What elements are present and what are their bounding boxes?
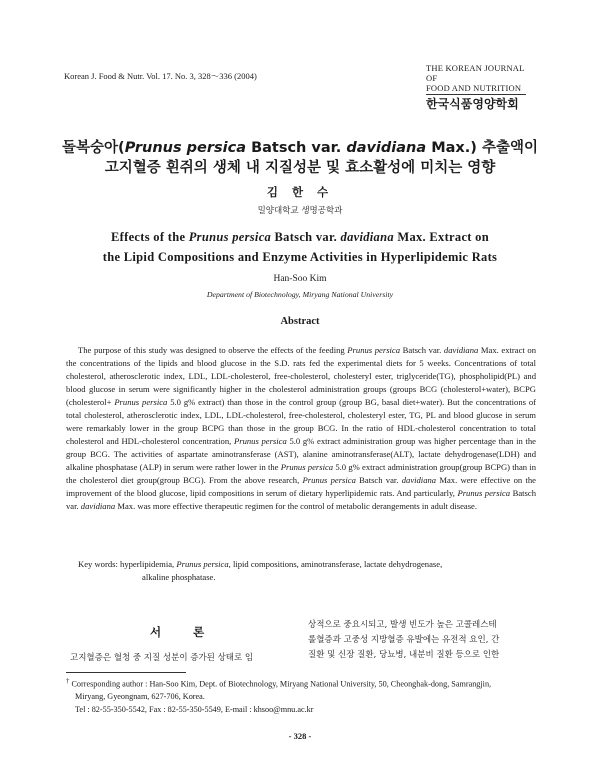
title-kr-var: davidiana [346,140,427,156]
keywords-line2: alkaline phosphatase. [142,572,216,582]
title-kr-pre: 돌복숭아( [62,140,125,156]
abstract-text: The purpose of this study was designed to observe the effects of the feeding [78,345,348,355]
footnote-line1 [66,676,541,691]
title-en-var: davidiana [340,230,394,244]
intro-left-column [70,652,295,665]
title-en-mid: Batsch var. [271,230,341,244]
title-kr-mid: Batsch var. [246,140,347,156]
footnote-line2: Miryang, Gyeongnam, 627-706, Korea. [75,692,205,702]
abstract-text: Max. extract on the concentrations of the lipids and blood glucose in the S.D. rats fed the experimental diets for 5 weeks. Concentrations of total cholesterol, atherosclerotic index, LDL, LDL-cholesterol, free-cholesterol, cholesteryl ester, triglyceride(TG), phospholipid(PL) and blood glucose in serum were significantly higher in the cholesterol administration groups (groups BCG (cholesterol+water), BCPG (cholesterol+ [66,345,536,407]
title-kr-line1 [0,136,600,157]
footnote-text: Corresponding author : Han-Soo Kim, Dept. of Biotechnology, Miryang National University, 50, Cheonghak-dong, Samrangjin, [69,679,492,689]
keyword-text: hyperlipidemia, [117,559,177,569]
masthead-divider [426,94,526,95]
abstract-text: 5.0 g% extract administration group(group BCPG) than in the cholesterol diet group(group BCG). From the above research, [66,462,536,485]
keywords [66,558,536,584]
abstract-species: Prunus persica [280,462,334,472]
keywords-label: Key words: [78,559,118,569]
intro-right-line: 질환 및 신장 질환, 당뇨병, 내분비 질환 등으로 인한 [308,650,500,660]
intro-heading: 서 론 [150,625,219,639]
footnote [66,676,541,716]
abstract-text: Max. was more effective therapeutic regimen for the control of metabolic derangements in adult disease. [115,501,478,511]
abstract-var: davidiana [443,345,479,355]
affiliation-kr: 밀양대학교 생명공학과 [257,206,343,216]
author-en: Han-Soo Kim [273,274,327,284]
journal-name-en-line1: THE KOREAN JOURNAL OF [426,63,525,83]
abstract-text: Batsch var. [355,475,402,485]
footnote-divider [66,672,186,673]
abstract-body [66,344,536,513]
author-kr: 김 한 수 [266,185,334,199]
footnote-line3: Tel : 82-55-350-5542, Fax : 82-55-350-5549, E-mail : khsoo@mnu.ac.kr [75,704,314,714]
abstract-var: davidiana [80,501,116,511]
keyword-species: Prunus persica [176,559,229,569]
abstract-species: Prunus persica [233,436,287,446]
intro-left-line: 고지혈증은 혈청 중 지질 성분이 증가된 상태로 임 [70,653,254,663]
journal-name-kr: 한국식품영양학회 [426,97,519,111]
abstract-paragraph [66,344,536,513]
journal-citation: Korean J. Food & Nutr. Vol. 17. No. 3, 328～336 (2004) [64,71,257,81]
abstract-var: davidiana [401,475,437,485]
intro-right-line: 상적으로 중요시되고, 발생 빈도가 높은 고콜레스테 [308,620,497,630]
page-number: - 328 - [288,731,312,741]
keywords-line1 [66,558,536,571]
title-kr-line2: 고지혈증 흰쥐의 생체 내 지질성분 및 효소활성에 미치는 영향 [104,160,496,176]
title-kr-post: Max.) 추출액이 [426,140,538,156]
title-kr-species: Prunus persica [124,140,247,156]
journal-name-en-line2: FOOD AND NUTRITION [426,83,522,93]
abstract-text: Batsch var. [400,345,444,355]
abstract-species: Prunus persica [302,475,356,485]
keyword-text: , lipid compositions, aminotransferase, lactate dehydrogenase, [228,559,443,569]
title-en-pre: Effects of the [111,230,189,244]
journal-masthead [426,63,530,111]
title-en-line2: the Lipid Compositions and Enzyme Activities in Hyperlipidemic Rats [102,250,498,264]
abstract-species: Prunus persica [457,488,511,498]
title-en-species: Prunus persica [188,230,272,244]
abstract-text: 5.0 g% extract administration group was higher percentage than in the group BCG. The activities of aspartate aminotransferase (AST), alanine aminotransferase(ALT), lactate dehydrogenase(LDH) and alkaline phosphatase (ALP) in serum were rather lower in the [66,436,536,472]
title-en-line1 [0,230,600,245]
footnote-mark: † [66,678,70,685]
intro-right-line: 롤혈증과 고중성 지방혈증 유발에는 유전적 요인, 간 [308,635,500,645]
abstract-text: 5.0 g% extract) than those in the control group (group BG, basal diet+water). But the concentrations of total cholesterol, atherosclerotic index, LDL, LDL-cholesterol, free-cholesterol, cholesteryl ester, TG, PL and blood glucose in serum were remarkably lower in the group BCPG than those in the group BCG. In the ratio of HDL-cholesterol concentration to total cholesterol and HDL-cholesterol concentration, [66,397,537,446]
abstract-species: Prunus persica [347,345,401,355]
abstract-text: Max. were effective on the improvement of the blood glucose, lipid compositions in serum of dietary hyperlipidemic rats. And particularly, [66,475,536,498]
abstract-species: Prunus persica [114,397,168,407]
title-en-post: Max. Extract on [393,230,489,244]
abstract-heading: Abstract [280,316,320,327]
affiliation-en: Department of Biotechnology, Miryang National University [206,290,394,299]
abstract-text: Batsch var. [66,488,536,511]
intro-right-column [308,618,536,663]
